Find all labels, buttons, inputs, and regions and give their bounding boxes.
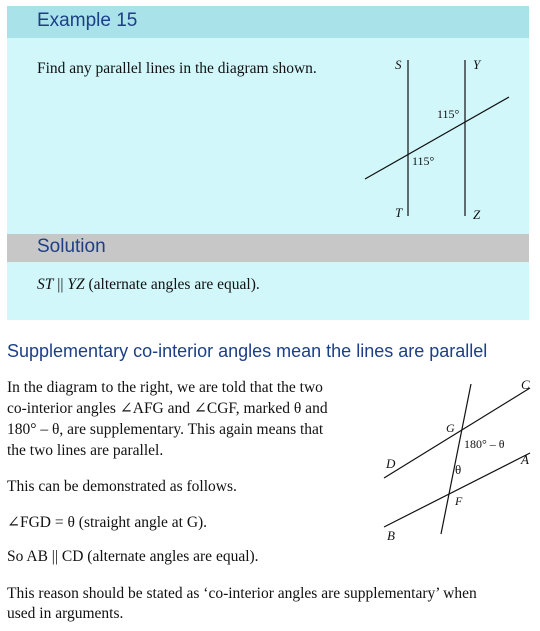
solution-header [7,234,529,262]
paragraph-3: ∠FGD = θ (straight angle at G). [7,514,208,531]
label-y: Y [473,57,481,72]
angle-theta: θ [455,462,462,477]
example-title: Example 15 [37,10,138,31]
paragraph-1-line-1: In the diagram to the right, we are told that the two [7,379,323,396]
paragraph-4: So AB || CD (alternate angles are equal). [7,548,259,565]
label-d: D [386,456,396,471]
solution-title: Solution [37,236,106,257]
co-interior-diagram [378,375,538,545]
solution-body [7,262,529,320]
angle-lower: 115° [412,154,435,168]
label-g: G [446,421,455,435]
label-a: A [521,452,529,467]
lines-yz: YZ [67,276,85,293]
paragraph-5-line-1: This reason should be stated as ‘co-interior angles are supplementary’ when [7,585,477,602]
paragraph-1-line-2: co-interior angles ∠AFG and ∠CGF, marked θ and [7,400,328,417]
transversal-gf [441,384,471,534]
paragraph-1-line-3: 180° – θ, are supplementary. This again means that [7,421,324,438]
lines-st: ST [37,276,54,293]
section-title: Supplementary co-interior angles mean the lines are parallel [7,341,488,361]
example-body [7,38,529,234]
label-b: B [387,528,395,543]
paragraph-5-line-2: used in arguments. [7,605,124,622]
label-c: C [521,377,530,392]
parallel-lines-diagram [7,38,529,234]
label-t: T [395,205,403,220]
angle-180-minus-theta: 180° – θ [464,437,505,451]
paragraph-2: This can be demonstrated as follows. [7,478,237,495]
label-s: S [395,57,402,72]
example-header [7,6,529,38]
label-f: F [455,494,463,508]
example-question: Find any parallel lines in the diagram shown. [37,60,317,77]
label-z: Z [473,207,481,222]
parallel-symbol: || [53,276,68,293]
paragraph-1-line-4: the two lines are parallel. [7,442,164,459]
solution-text [37,276,260,294]
solution-reason: (alternate angles are equal). [84,276,260,293]
angle-upper: 115° [437,107,460,121]
